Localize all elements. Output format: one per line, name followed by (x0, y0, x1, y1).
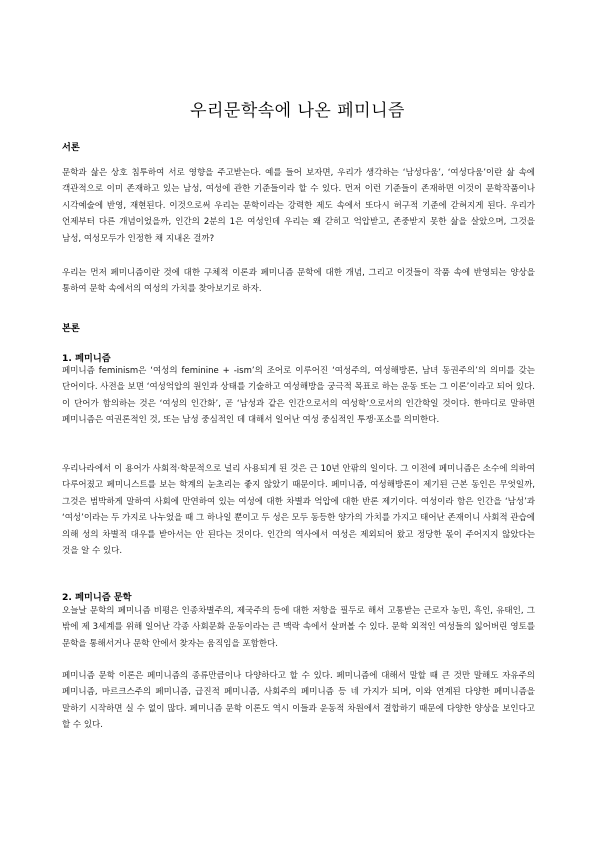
section-heading-feminism: 1. 페미니즘 (62, 353, 111, 364)
literature-paragraph-2: 페미니즘 문학 이론은 페미니즘의 종류만큼이나 다양하다고 할 수 있다. 페미니즘에 대해서 말할 때 큰 것만 말해도 자유주의 페미니즘, 마르크스주의 페미니즘, 급진적 페미니즘, 사회주의 페미니즘 등 네 가지가 되며, 이와 연계된 다양한 페미니즘을 말하기 시작하면 실 수 없이 많다. 페미니즘 문학 이론도 역시 이들과 운동적 차원에서 결합하기 때문에 다양한 양상을 보인다고 할 수 있다. (62, 671, 535, 731)
document-title: 우리문학속에 나온 페미니즘 (190, 101, 405, 121)
intro-paragraph-2: 우리는 먼저 페미니즘이란 것에 대한 구체적 이론과 페미니즘 문학에 대한 개념, 그리고 이것들이 작품 속에 반영되는 양상을 통하여 문학 속에서의 여성의 가치를 찾아보기로 하자. (62, 268, 535, 295)
section-heading-intro: 서론 (62, 142, 80, 153)
literature-paragraph-1: 오늘날 문학의 페미니즘 비평은 인종차별주의, 제국주의 등에 대한 저항을 필두로 해서 고통받는 근로자 농민, 흑인, 유태인, 그 밖에 제 3세계를 위해 일어난 각종 사회문화 운동이라는 큰 맥락 속에서 살펴볼 수 있다. 문학 외적인 여성들의 잃어버린 영토를 문학을 통해서거나 문학 안에서 찾자는 움직임을 포함한다. (62, 606, 535, 649)
feminism-paragraph-1: 페미니즘 feminism은 ‘여성의 feminine + -ism’의 조어로 이루어진 ‘여성주의, 여성해방론, 남녀 동권주의’의 의미를 갖는 단어이다. 사전을 보면 ‘여성억압의 원인과 상태를 기술하고 여성해방을 궁극적 목표로 하는 운동 또는 그 이론’이라고 되어 있다. 이 단어가 함의하는 것은 ‘여성의 인간화’, 곧 ‘남성과 같은 인간으로서의 여성학’으로서의 인간학일 것이다. 한마디로 말하면 페미니즘은 여권론적인 것, 또는 남성 중심적인 데 대해서 일어난 여성 중심적인 투쟁·포소를 의미한다. (62, 366, 535, 426)
section-heading-body: 본론 (62, 323, 80, 334)
intro-paragraph-1: 문학과 삶은 상호 침투하여 서로 영향을 주고받는다. 예를 들어 보자면, 우리가 생각하는 ‘남성다움’, ‘여성다움’이란 삶 속에 객관적으로 이미 존재하고 있는 남성, 여성에 관한 기준들이라 할 수 있다. 먼저 이런 기준들이 존재하면 이것이 문학작품이나 시각예술에 반영, 재현된다. 이것으로써 우리는 문학이라는 강력한 제도 속에서 또다시 허구적 기준에 갇혀지게 된다. 우리가 언제부터 다른 개념이었을까, 인간의 2분의 1은 여성인데 우리는 왜 갇히고 억압받고, 존중받지 못한 삶을 살았으며, 그것을 남성, 여성모두가 인정한 채 지내온 걸까? (62, 168, 535, 244)
feminism-paragraph-2: 우리나라에서 이 용어가 사회적·학문적으로 널리 사용되게 된 것은 근 10년 안팎의 일이다. 그 이전에 페미니즘은 소수에 의하여 다루어졌고 페미니스트를 보는 학계의 눈초리는 좋지 않았기 때문이다. 페미니즘, 여성해방론이 제기된 근본 동인은 무엇일까, 그것은 범박하게 말하여 사회에 만연하여 있는 여성에 대한 차별과 억압에 대한 반론 제기이다. 여성이라 함은 인간을 ‘남성’과 ‘여성’이라는 두 가지로 나누었을 때 그 하나일 뿐이고 두 성은 모두 동등한 양가의 가치를 가지고 태어난 존재이니 사회적 관습에 의해 성의 차별적 대우를 받아서는 안 된다는 것이다. 인간의 역사에서 여성은 제외되어 왔고 정당한 몫이 주어지지 않았다는 것을 알 수 있다. (62, 464, 535, 557)
section-heading-feminist-literature: 2. 페미니즘 문학 (62, 592, 132, 603)
